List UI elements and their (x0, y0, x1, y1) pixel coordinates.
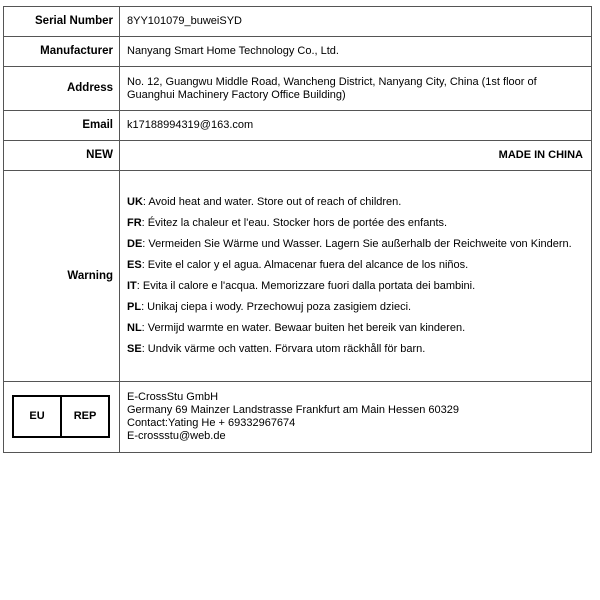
manufacturer-row (4, 37, 592, 67)
eu-rep-badge-cell (4, 382, 120, 453)
made-in-china-value: MADE IN CHINA (120, 141, 592, 171)
manufacturer-value: Nanyang Smart Home Technology Co., Ltd. (120, 37, 592, 67)
warning-code: PL (127, 301, 142, 313)
email-row (4, 111, 592, 141)
address-label: Address (4, 67, 120, 111)
eu-rep-details (120, 382, 592, 453)
warning-text: : Vermijd warmte en water. Bewaar buiten het bereik van kinderen. (141, 322, 466, 334)
warning-row (4, 171, 592, 382)
email-value: k17188994319@163.com (120, 111, 592, 141)
warning-code: SE (127, 343, 142, 355)
warning-code: UK (127, 196, 143, 208)
email-label: Email (4, 111, 120, 141)
warning-item-fr (127, 217, 585, 230)
warning-item-pl (127, 301, 585, 314)
warning-text: : Evite el calor y el agua. Almacenar fuera del alcance de los niños. (141, 259, 469, 271)
warning-item-es (127, 259, 585, 272)
warning-text: : Evita il calore e l'acqua. Memorizzare fuori dalla portata dei bambini. (136, 280, 476, 292)
warning-item-uk (127, 196, 585, 209)
eu-rep-row (4, 382, 592, 453)
warning-item-it (127, 280, 585, 293)
product-label-table (3, 6, 592, 453)
warning-list (120, 171, 592, 382)
warning-text: : Unikaj ciepa i wody. Przechowuj poza zasigiem dzieci. (141, 301, 412, 313)
serial-number-row (4, 7, 592, 37)
address-row (4, 67, 592, 111)
warning-code: NL (127, 322, 142, 334)
manufacturer-label: Manufacturer (4, 37, 120, 67)
eu-rep-email: E-crossstu@web.de (127, 430, 226, 442)
warning-item-nl (127, 322, 585, 335)
new-row (4, 141, 592, 171)
eu-rep-company: E-CrossStu GmbH (127, 391, 219, 403)
serial-number-label: Serial Number (4, 7, 120, 37)
warning-text: : Undvik värme och vatten. Förvara utom räckhåll för barn. (141, 343, 426, 355)
warning-text: : Avoid heat and water. Store out of reach of children. (142, 196, 402, 208)
warning-code: ES (127, 259, 142, 271)
eu-rep-address: Germany 69 Mainzer Landstrasse Frankfurt am Main Hessen 60329 (127, 404, 459, 416)
warning-label: Warning (4, 171, 120, 382)
rep-badge-text: REP (73, 410, 97, 422)
warning-item-se (127, 343, 585, 356)
warning-code: FR (127, 217, 142, 229)
warning-text: : Évitez la chaleur et l'eau. Stocker hors de portée des enfants. (141, 217, 448, 229)
new-label: NEW (4, 141, 120, 171)
warning-item-de (127, 238, 585, 251)
warning-code: DE (127, 238, 143, 250)
warning-text: : Vermeiden Sie Wärme und Wasser. Lagern Sie außerhalb der Reichweite von Kindern. (142, 238, 572, 250)
eu-rep-badge (12, 395, 110, 438)
eu-badge-text: EU (14, 397, 62, 436)
eu-rep-contact: Contact:Yating He + 69332967674 (127, 417, 296, 429)
serial-number-value: 8YY101079_buweiSYD (120, 7, 592, 37)
address-value: No. 12, Guangwu Middle Road, Wancheng District, Nanyang City, China (1st floor of Guanghui Machinery Factory Office Building) (120, 67, 592, 111)
warning-code: IT (127, 280, 137, 292)
